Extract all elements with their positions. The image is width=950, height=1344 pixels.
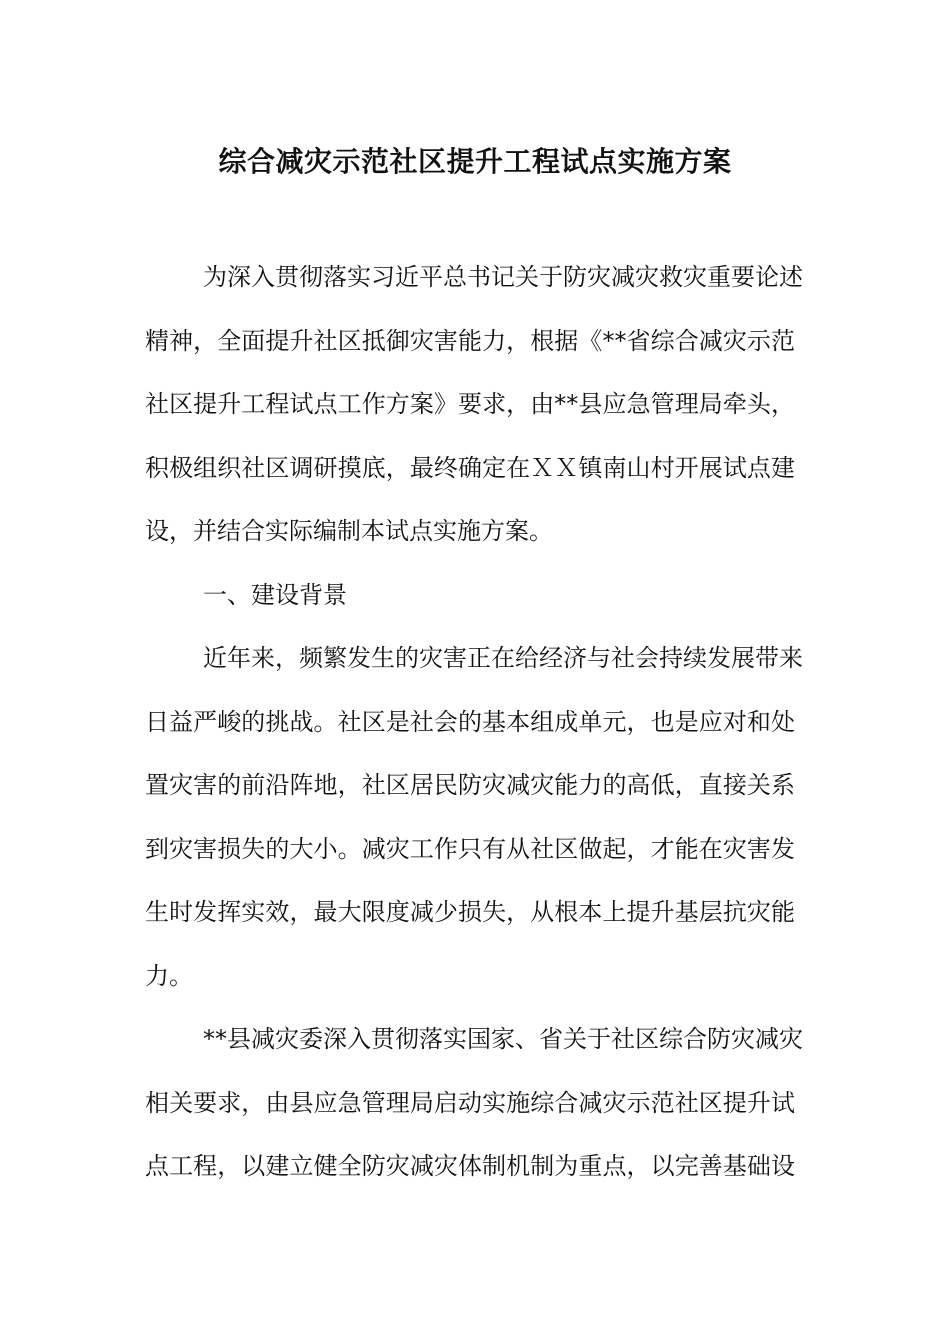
committee-paragraph: [145, 1008, 803, 1199]
document-title: 综合减灾示范社区提升工程试点实施方案: [218, 145, 732, 178]
paragraph-line: 生时发挥实效，最大限度减少损失，从根本上提升基层抗灾能: [145, 898, 795, 926]
paragraph-line: 为深入贯彻落实习近平总书记关于防灾减灾救灾重要论述: [203, 263, 803, 291]
paragraph-line: 设，并结合实际编制本试点实施方案。: [145, 517, 553, 545]
paragraph-line: 近年来，频繁发生的灾害正在给经济与社会持续发展带来: [203, 644, 803, 672]
paragraph-line: 力。: [145, 961, 193, 990]
paragraph-line: 相关要求，由县应急管理局启动实施综合减灾示范社区提升试: [145, 1088, 795, 1117]
paragraph-line: 点工程，以建立健全防灾减灾体制机制为重点，以完善基础设: [145, 1152, 795, 1180]
paragraph-line: 社区提升工程试点工作方案》要求，由**县应急管理局牵头，: [145, 390, 795, 418]
paragraph-line: 日益严峻的挑战。社区是社会的基本组成单元，也是应对和处: [145, 707, 795, 736]
paragraph-line: 精神，全面提升社区抵御灾害能力，根据《**省综合减灾示范: [145, 326, 795, 355]
paragraph-line: 积极组织社区调研摸底，最终确定在ＸＸ镇南山村开展试点建: [145, 453, 795, 482]
paragraph-line: 置灾害的前沿阵地，社区居民防灾减灾能力的高低，直接关系: [145, 771, 795, 799]
section-heading: 一、建设背景: [203, 580, 347, 609]
document-body: [145, 246, 803, 1199]
intro-paragraph: [145, 246, 803, 564]
paragraph-line: 到灾害损失的大小。减灾工作只有从社区做起，才能在灾害发: [145, 834, 795, 863]
paragraph-line: **县减灾委深入贯彻落实国家、省关于社区综合防灾减灾: [203, 1025, 803, 1053]
background-paragraph: [145, 627, 803, 1008]
